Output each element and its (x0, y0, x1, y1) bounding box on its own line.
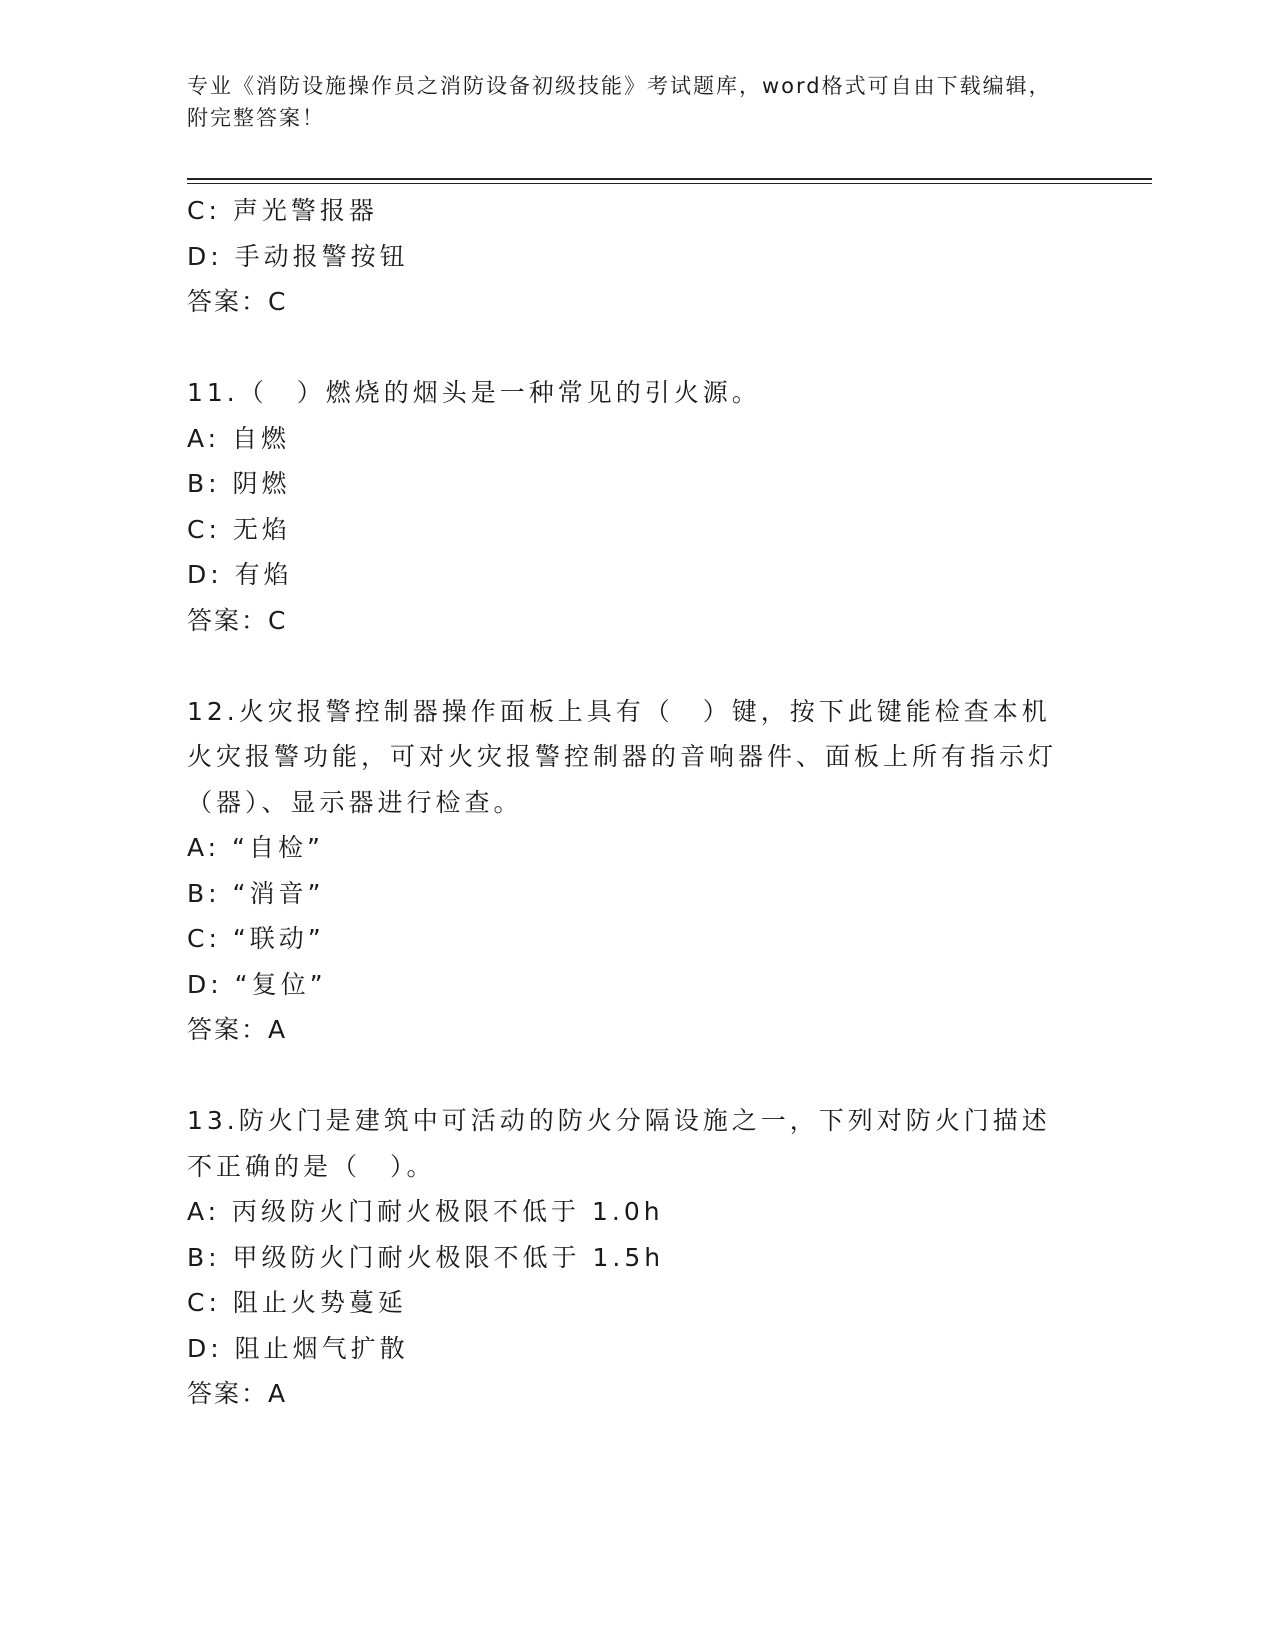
header-rule-thick (187, 178, 1152, 180)
option-b: B: “消音” (187, 878, 325, 908)
option-a: A: “自检” (187, 833, 324, 862)
question-content (187, 188, 1067, 1417)
option-c: C: 阻止火势蔓延 (187, 1288, 407, 1317)
option-b: B: 阴燃 (187, 469, 291, 498)
question-text: 12.火灾报警控制器操作面板上具有（ ）键，按下此键能检查本机火灾报警功能，可对火灾报警控制器的音响器件、面板上所有指示灯（器）、显示器进行检查。 (187, 696, 1058, 817)
option-d: D: 阻止烟气扩散 (187, 1333, 409, 1363)
answer-line: 答案：C (187, 605, 288, 635)
header-rule-thin (187, 183, 1152, 184)
answer-line: 答案：C (187, 287, 288, 316)
option-b: B: 甲级防火门耐火极限不低于 1.5h (187, 1242, 665, 1272)
option-c: C: 声光警报器 (187, 196, 378, 225)
answer-line: 答案：A (187, 1379, 288, 1408)
option-d: D: 手动报警按钮 (187, 241, 409, 271)
header-text: 专业《消防设施操作员之消防设备初级技能》考试题库，word格式可自由下载编辑，附完整答案！ (187, 74, 1052, 130)
option-c: C: “联动” (187, 924, 325, 953)
option-c: C: 无焰 (187, 514, 291, 544)
spacer (187, 643, 1067, 689)
option-d: D: “复位” (187, 969, 327, 999)
question-block-11 (187, 370, 1067, 643)
prev-question-block (187, 188, 1067, 325)
question-block-13 (187, 1098, 1067, 1417)
question-block-12 (187, 689, 1067, 1053)
option-a: A: 自燃 (187, 423, 291, 453)
page-header (187, 70, 1067, 134)
option-d: D: 有焰 (187, 560, 293, 589)
question-text: 11.（ ）燃烧的烟头是一种常见的引火源。 (187, 378, 761, 407)
spacer (187, 325, 1067, 371)
option-a: A: 丙级防火门耐火极限不低于 1.0h (187, 1197, 664, 1226)
spacer (187, 1053, 1067, 1099)
answer-line: 答案：A (187, 1015, 288, 1044)
question-text: 13.防火门是建筑中可活动的防火分隔设施之一，下列对防火门描述不正确的是（ ）。 (187, 1106, 1051, 1181)
